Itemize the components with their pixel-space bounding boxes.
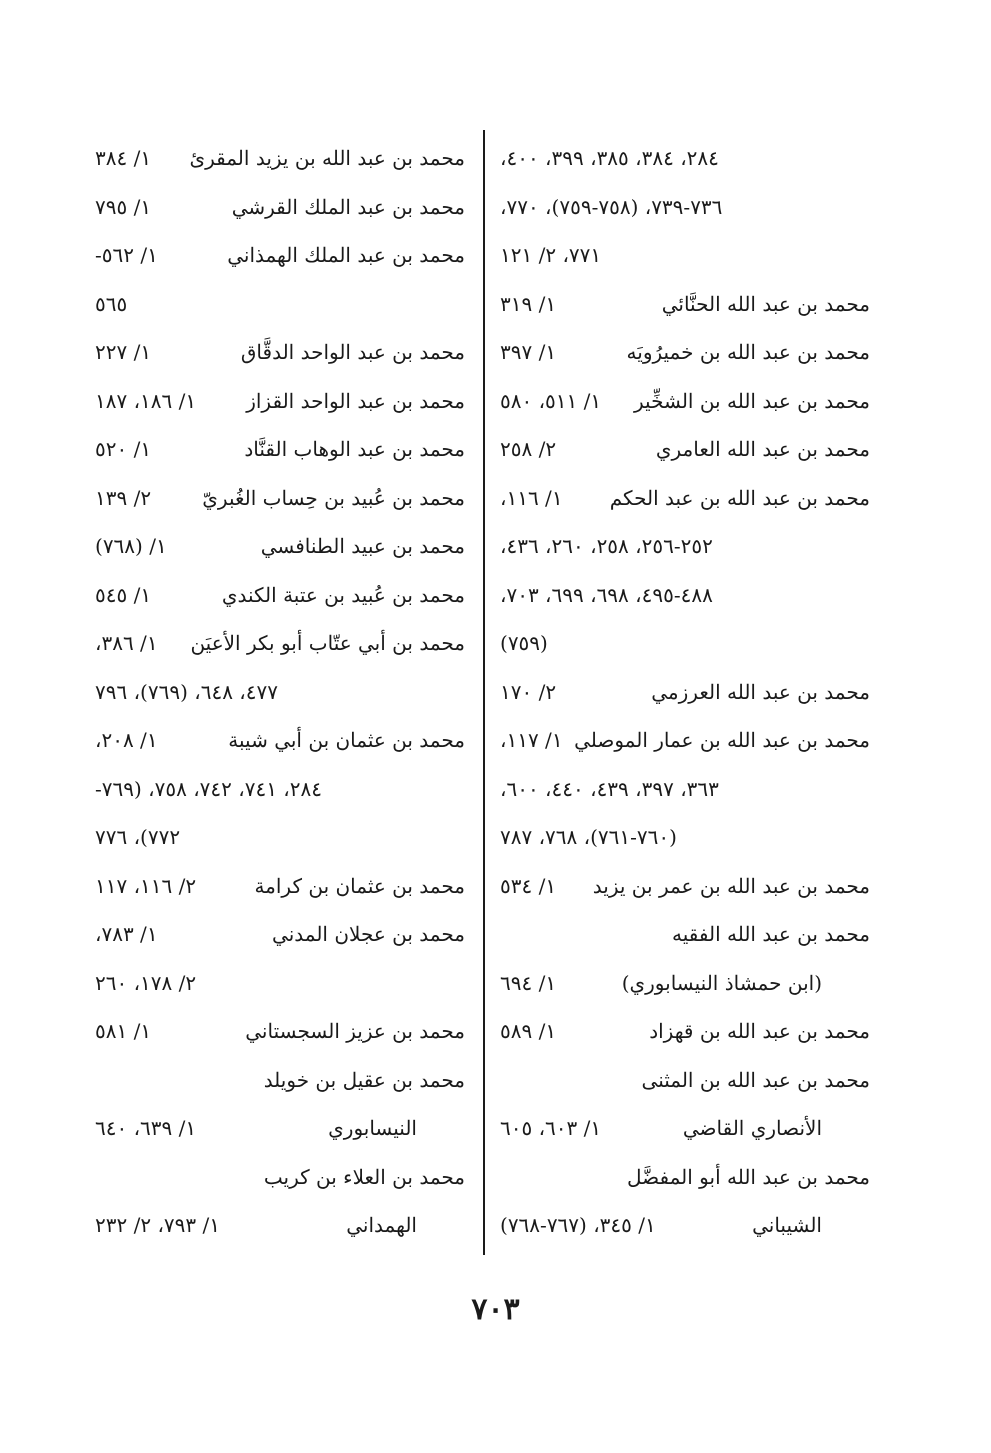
index-entry xyxy=(95,282,465,331)
entry-page-refs: ١/ ٢٢٧ xyxy=(95,340,152,364)
index-entry xyxy=(95,573,465,622)
entry-page-refs: ٢/ ٢٥٨ xyxy=(500,437,557,461)
index-entry xyxy=(95,379,465,428)
entry-page-refs: ٧٧٢)، ٧٧٦ xyxy=(95,825,181,849)
entry-page-refs: ٢٥٢-٢٥٦، ٢٥٨، ٢٦٠، ٤٣٦، xyxy=(500,534,713,558)
index-entry xyxy=(500,136,870,185)
entry-page-refs: ١/ ٧٩٥ xyxy=(95,194,152,219)
index-entry xyxy=(95,330,465,379)
index-entry xyxy=(500,476,870,525)
entry-name: محمد بن عُبيد بن حِساب الغُبريّ xyxy=(202,485,465,510)
entry-name: محمد بن عبد الله بن الشخِّير xyxy=(634,388,870,413)
entry-name: محمد بن عبيد الطنافسي xyxy=(260,534,465,558)
entry-page-refs: (٧٥٩) xyxy=(500,631,548,655)
entry-name: محمد بن عبد الواحد القزاز xyxy=(246,388,465,413)
entry-page-refs: ٧٧١، ٢/ ١٢١ xyxy=(500,243,602,267)
entry-page-refs: ١/ ٣١٩ xyxy=(500,291,557,316)
entry-name: محمد بن العلاء بن كريب xyxy=(263,1164,465,1189)
index-entry xyxy=(500,330,870,379)
index-entry xyxy=(95,1009,465,1058)
index-entry xyxy=(500,573,870,622)
entry-page-refs: ١/ ٥١١، ٥٨٠ xyxy=(500,388,602,413)
index-entry xyxy=(500,1058,870,1107)
entry-name: محمد بن عثمان بن كرامة xyxy=(254,873,465,898)
entry-page-refs: (٧٦٠-٧٦١)، ٧٦٨، ٧٨٧ xyxy=(500,825,677,849)
index-entry xyxy=(500,524,870,573)
entry-name: محمد بن عبد الوهاب القنَّاد xyxy=(244,437,465,461)
index-entry xyxy=(95,912,465,961)
entry-name: (ابن حمشاذ النيسابوري) xyxy=(621,970,822,995)
column-divider xyxy=(483,130,485,1255)
entry-name: محمد بن عبد الملك الهمذاني xyxy=(227,243,465,267)
index-entry xyxy=(500,379,870,428)
entry-name: محمد بن عزيز السجستاني xyxy=(245,1019,465,1043)
index-entry xyxy=(500,282,870,331)
entry-page-refs: ١/ ١٨٦، ١٨٧ xyxy=(95,388,197,413)
entry-page-refs: ١/ ٦٩٤ xyxy=(500,970,557,995)
index-entry xyxy=(500,1203,870,1252)
entry-name: محمد بن عبد الله الفقيه xyxy=(671,922,870,946)
entry-page-refs: ٤٧٧، ٦٤٨، (٧٦٩)، ٧٩٦ xyxy=(95,679,278,704)
index-entry xyxy=(95,718,465,767)
entry-page-refs: ١/ ٣٨٦، xyxy=(95,631,158,655)
index-entry xyxy=(95,1203,465,1252)
index-entry xyxy=(95,864,465,913)
entry-page-refs: ١/ ٣٤٥، (٧٦٧-٧٦٨) xyxy=(500,1213,656,1237)
entry-name: محمد بن عبد الواحد الدقَّاق xyxy=(240,340,465,364)
entry-name: الشيباني xyxy=(752,1213,822,1237)
entry-name: محمد بن عجلان المدني xyxy=(272,922,465,946)
index-entry xyxy=(500,1106,870,1155)
index-entry xyxy=(95,476,465,525)
entry-page-refs: ١/ ٣٩٧ xyxy=(500,340,557,364)
index-entry xyxy=(500,961,870,1010)
index-entry xyxy=(500,427,870,476)
entry-page-refs: ١/ ٧٩٣، ٢/ ٢٣٢ xyxy=(95,1213,220,1237)
index-column-right xyxy=(500,136,870,1252)
index-entry xyxy=(95,1058,465,1107)
entry-name: محمد بن عبد الله بن عمار الموصلي xyxy=(574,728,870,752)
page-number: ٧٠٣ xyxy=(471,1292,520,1327)
entry-page-refs: ١/ ٥٢٠ xyxy=(95,437,152,461)
entry-name: محمد بن عبد الله بن المثنى xyxy=(641,1067,870,1092)
index-entry xyxy=(500,912,870,961)
entry-name: النيسابوري xyxy=(328,1116,417,1140)
index-entry xyxy=(500,767,870,816)
entry-page-refs: ١/ ٥٨١ xyxy=(95,1019,152,1043)
index-entry xyxy=(95,670,465,719)
index-entry xyxy=(500,1155,870,1204)
entry-name: محمد بن عثمان بن أبي شيبة xyxy=(228,728,465,752)
index-entry xyxy=(95,961,465,1010)
index-entry xyxy=(95,185,465,234)
entry-page-refs: ١/ (٧٦٨) xyxy=(95,534,167,558)
entry-page-refs: ٢/ ١٧٨، ٢٦٠ xyxy=(95,970,197,995)
entry-page-refs: ١/ ٣٨٤ xyxy=(95,146,152,170)
entry-page-refs: ١/ ٥٣٤ xyxy=(500,873,557,898)
entry-name: الهمداني xyxy=(346,1213,417,1237)
entry-page-refs: ٧٣٦-٧٣٩، (٧٥٨-٧٥٩)، ٧٧٠، xyxy=(500,194,723,219)
index-entry xyxy=(500,670,870,719)
entry-page-refs: ٢/ ١١٦، ١١٧ xyxy=(95,873,197,898)
entry-page-refs: ٤٨٨-٤٩٥، ٦٩٨، ٦٩٩، ٧٠٣، xyxy=(500,582,713,607)
index-entry xyxy=(500,718,870,767)
entry-name: محمد بن عبد الله الحنَّائي xyxy=(661,291,870,316)
entry-page-refs: ٢٨٤، ٧٤١، ٧٤٢، ٧٥٨، (٧٦٩- xyxy=(95,776,322,801)
index-entry xyxy=(95,233,465,282)
entry-page-refs: ٣٦٣، ٣٩٧، ٤٣٩، ٤٤٠، ٦٠٠، xyxy=(500,776,719,801)
index-entry xyxy=(500,815,870,864)
entry-name: محمد بن عبد الله بن عمر بن يزيد xyxy=(592,873,870,898)
entry-page-refs: ١/ ٥٨٩ xyxy=(500,1019,557,1043)
entry-name: محمد بن عبد الله أبو المفضَّل xyxy=(627,1164,870,1189)
index-entry xyxy=(95,524,465,573)
index-entry xyxy=(95,427,465,476)
index-entry xyxy=(500,621,870,670)
index-entry xyxy=(500,233,870,282)
entry-page-refs: ١/ ٦٣٩، ٦٤٠ xyxy=(95,1116,197,1140)
index-column-left xyxy=(95,136,465,1252)
entry-page-refs: ٢/ ١٣٩ xyxy=(95,485,152,510)
entry-page-refs: ١/ ١١٧، xyxy=(500,728,563,752)
entry-name: محمد بن عُبيد بن عتبة الكندي xyxy=(221,582,465,607)
entry-page-refs: ١/ ٦٠٣، ٦٠٥ xyxy=(500,1116,602,1140)
entry-name: محمد بن عقيل بن خويلد xyxy=(263,1067,465,1092)
entry-page-refs: ١/ ٥٦٢- xyxy=(95,243,158,267)
entry-name: محمد بن عبد الله بن خميرُويَه xyxy=(626,340,870,364)
entry-page-refs: ٢/ ١٧٠ xyxy=(500,679,557,704)
entry-name: الأنصاري القاضي xyxy=(682,1116,822,1140)
index-entry xyxy=(500,1009,870,1058)
index-entry xyxy=(95,1106,465,1155)
entry-name: محمد بن عبد الله العامري xyxy=(655,437,870,461)
index-entry xyxy=(95,815,465,864)
entry-name: محمد بن عبد الملك القرشي xyxy=(231,194,465,219)
entry-page-refs: ١/ ٧٨٣، xyxy=(95,922,158,946)
entry-name: محمد بن عبد الله العرزمي xyxy=(651,679,870,704)
index-entry xyxy=(95,621,465,670)
entry-page-refs: ٥٦٥ xyxy=(95,291,128,316)
index-entry xyxy=(500,864,870,913)
entry-page-refs: ١/ ٥٤٥ xyxy=(95,582,152,607)
entry-page-refs: ١/ ٢٠٨، xyxy=(95,728,158,752)
entry-name: محمد بن أبي عتّاب أبو بكر الأعيَن xyxy=(190,631,465,655)
entry-name: محمد بن عبد الله بن عبد الحكم xyxy=(609,485,870,510)
index-entry xyxy=(500,185,870,234)
entry-name: محمد بن عبد الله بن قهزاد xyxy=(649,1019,870,1043)
entry-page-refs: ١/ ١١٦، xyxy=(500,485,563,510)
index-entry xyxy=(95,136,465,185)
entry-name: محمد بن عبد الله بن يزيد المقرئ xyxy=(189,146,465,170)
entry-page-refs: ٢٨٤، ٣٨٤، ٣٨٥، ٣٩٩، ٤٠٠، xyxy=(500,146,719,170)
index-entry xyxy=(95,767,465,816)
index-entry xyxy=(95,1155,465,1204)
